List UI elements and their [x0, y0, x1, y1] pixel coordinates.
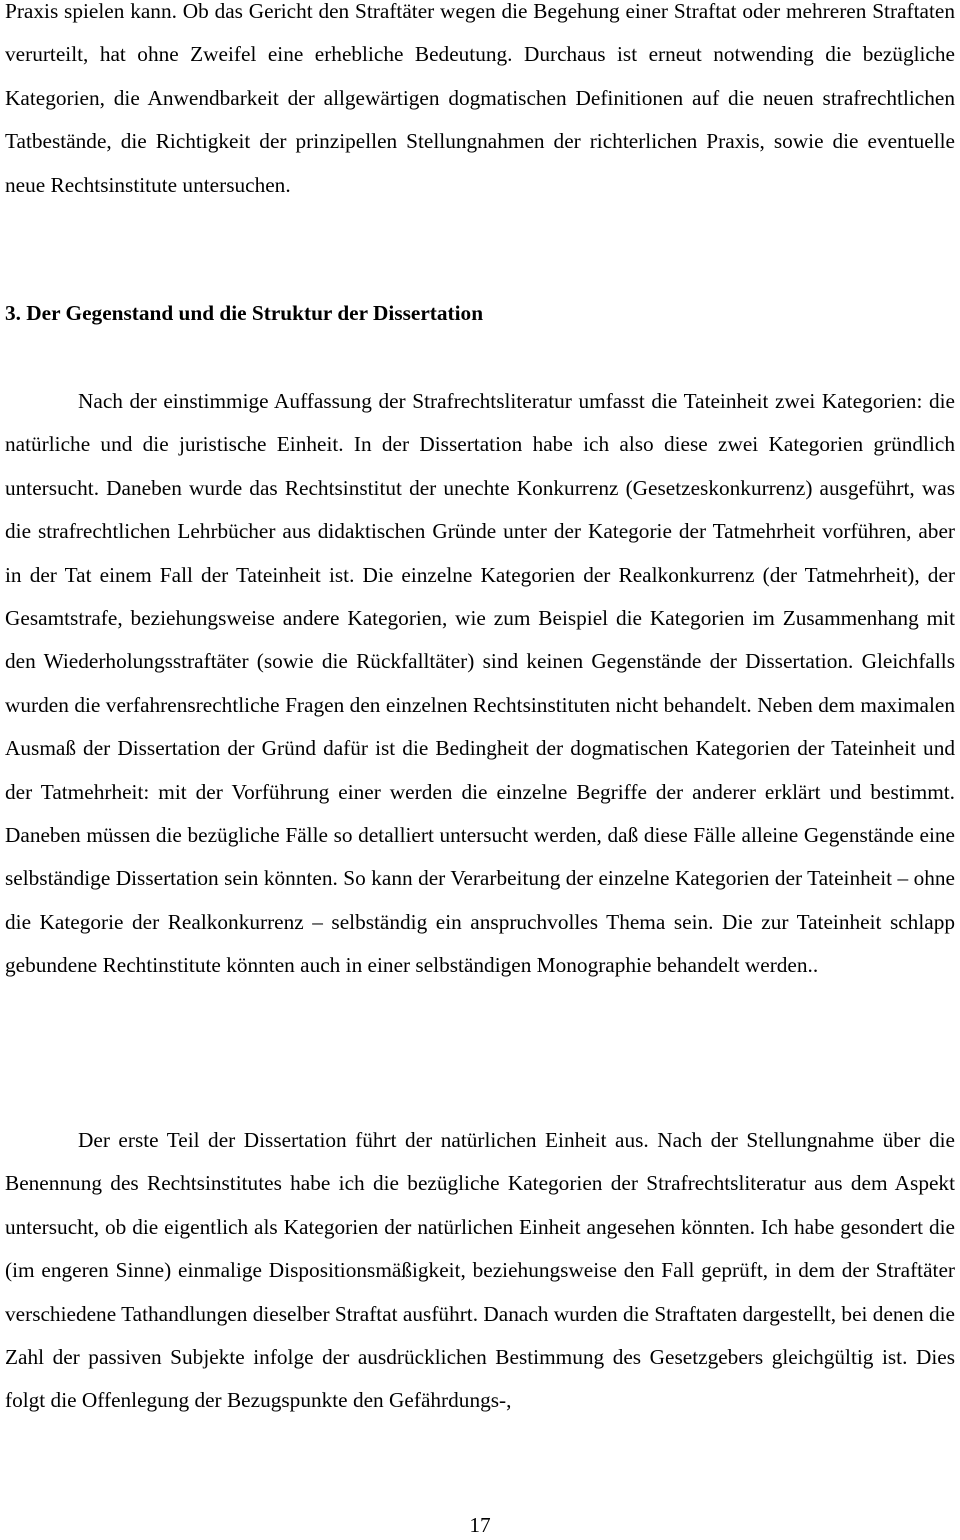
paragraph-continued: Praxis spielen kann. Ob das Gericht den Straftäter wegen die Begehung einer Straftat oder mehreren Straftaten verurteilt, hat ohne Zweifel eine erhebliche Bedeutung. Durchaus ist erneut notwending die bezügliche Kategorien, die Anwendbarkeit der allgewärtigen dogmatischen Definitionen auf die neuen strafrechtlichen Tatbestände, die Richtigkeit der prinzipellen Stellungnahmen der richterlichen Praxis, sowie die eventuelle neue Rechtsinstitute untersuchen. — [5, 0, 955, 197]
paragraph-subject-structure: Nach der einstimmige Auffassung der Strafrechtsliteratur umfasst die Tateinheit zwei Kategorien: die natürliche und die juristische Einheit. In der Dissertation habe ich also diese zwei Kategorien gründlich untersucht. Daneben wurde das Rechtsinstitut der unechte Konkurrenz (Gesetzeskonkurrenz) ausgeführt, was die strafrechtlichen Lehrbücher aus didaktischen Gründe unter der Kategorie der Tatmehrheit vorführen, aber in der Tat einem Fall der Tateinheit ist. Die einzelne Kategorien der Realkonkurrenz (der Tatmehrheit), der Gesamtstrafe, beziehungsweise andere Kategorien, wie zum Beispiel die Kategorien im Zusammenhang mit den Wiederholungsstraftäter (sowie die Rückfalltäter) sind keinen Gegenstände der Dissertation. Gleichfalls wurden die verfahrensrechtliche Fragen den einzelnen Rechtsinstituten nicht behandelt. Neben dem maximalen Ausmaß der Dissertation der Gründ dafür ist die Bedingheit der dogmatischen Kategorien der Tateinheit und der Tatmehrheit: mit der Vorführung einer werden die einzelne Begriffe der anderer erklärt und bestimmt. Daneben müssen die bezügliche Fälle so detalliert untersucht werden, daß diese Fälle alleine Gegenstände eine selbständige Dissertation sein könnten. So kann der Verarbeitung der einzelne Kategorien der Tateinheit – ohne die Kategorie der Realkonkurrenz – selbständig ein anspruchvolles Thema sein. Die zur Tateinheit schlapp gebundene Rechtinstitute könnten auch in einer selbständigen Monographie behandelt werden.. — [5, 389, 955, 978]
page-number: 17 — [469, 1513, 491, 1537]
paragraph-first-part: Der erste Teil der Dissertation führt der natürlichen Einheit aus. Nach der Stellungnahme über die Benennung des Rechtsinstitutes habe ich die bezügliche Kategorien der Strafrechtsliteratur aus dem Aspekt untersucht, ob die eigentlich als Kategorien der natürlichen Einheit angesehen könnten. Ich habe gesondert die (im engeren Sinne) einmalige Dispositionsmäßigkeit, beziehungsweise den Fall geprüft, in dem der Straftäter verschiedene Tathandlungen dieselber Straftat ausführt. Danach wurden die Straftaten dargestellt, bei denen die Zahl der passiven Subjekte infolge der ausdrücklichen Bestimmung des Gesetzgebers gleichgültig ist. Dies folgt die Offenlegung der Bezugspunkte den Gefährdungs-, — [5, 1128, 955, 1413]
section-heading: 3. Der Gegenstand und die Struktur der Dissertation — [5, 301, 484, 325]
